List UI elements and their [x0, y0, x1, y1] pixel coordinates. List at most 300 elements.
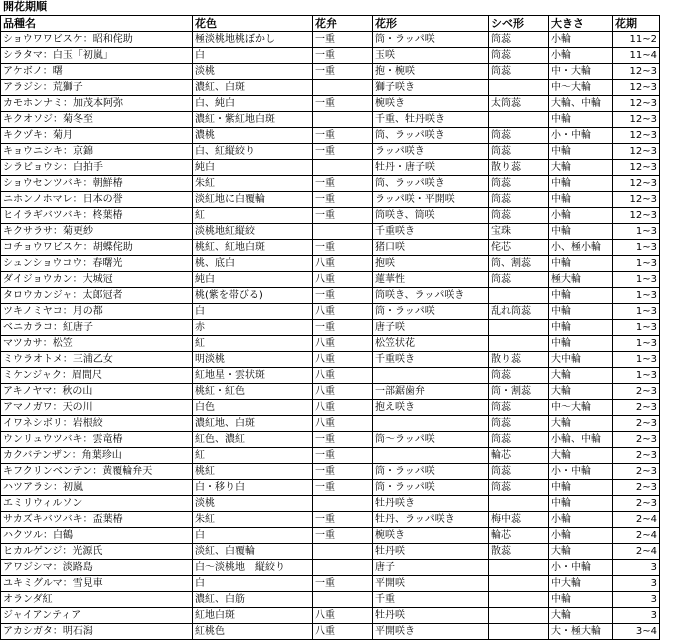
cell-bloom[interactable]: 1~3 [613, 320, 660, 336]
header-cell[interactable]: 花形 [373, 16, 489, 32]
cell-stamen[interactable]: 乱れ筒蕊 [489, 304, 549, 320]
cell-color[interactable]: 濃紅、白斑 [193, 80, 313, 96]
cell-stamen[interactable] [489, 80, 549, 96]
cell-size[interactable]: 大輪 [549, 160, 613, 176]
cell-bloom[interactable]: 2~4 [613, 512, 660, 528]
cell-petal[interactable]: 一重 [313, 96, 373, 112]
cell-form[interactable]: 平開咲き [373, 624, 489, 640]
table-row [1, 544, 660, 560]
cell-stamen[interactable]: 筒蕊 [489, 64, 549, 80]
cell-form[interactable]: 抱え咲き [373, 400, 489, 416]
cell-petal[interactable] [313, 80, 373, 96]
table-row [1, 64, 660, 80]
cell-color[interactable]: 桃紅 [193, 464, 313, 480]
cell-bloom[interactable]: 12~3 [613, 144, 660, 160]
cell-stamen[interactable] [489, 592, 549, 608]
cell-bloom[interactable]: 2~3 [613, 432, 660, 448]
cell-stamen[interactable]: 筒蕊 [489, 144, 549, 160]
cell-bloom[interactable]: 1~3 [613, 336, 660, 352]
cell-size[interactable]: 小輪、中輪 [549, 432, 613, 448]
cell-size[interactable]: 小輪 [549, 48, 613, 64]
cell-petal[interactable]: 八重 [313, 256, 373, 272]
cell-form[interactable]: 抱・椀咲 [373, 64, 489, 80]
table-row [1, 464, 660, 480]
cell-variety[interactable]: キョウニシキ：京錦 [1, 144, 193, 160]
table-row [1, 144, 660, 160]
cell-petal[interactable]: 一重 [313, 480, 373, 496]
cell-form[interactable]: 筒咲き、筒咲 [373, 208, 489, 224]
cell-size[interactable]: 大輪 [549, 608, 613, 624]
table-row [1, 80, 660, 96]
cell-stamen[interactable]: 筒蕊 [489, 128, 549, 144]
cell-variety[interactable]: マツカサ：松笠 [1, 336, 193, 352]
cell-stamen[interactable]: 散蕊 [489, 544, 549, 560]
cell-petal[interactable]: 一重 [313, 512, 373, 528]
cell-size[interactable]: 中輪 [549, 176, 613, 192]
cell-size[interactable]: 中輪 [549, 592, 613, 608]
cell-variety[interactable]: シラタマ：白玉「初嵐」 [1, 48, 193, 64]
cell-form[interactable] [373, 368, 489, 384]
cell-size[interactable]: 小、極小輪 [549, 240, 613, 256]
cell-color[interactable]: 明淡桃 [193, 352, 313, 368]
table-row [1, 416, 660, 432]
cell-variety[interactable]: ウンリュウツバキ：雲竜椿 [1, 432, 193, 448]
cell-stamen[interactable]: 筒蕊 [489, 368, 549, 384]
cell-variety[interactable]: アワジシマ：淡路島 [1, 560, 193, 576]
cell-stamen[interactable]: 散り蕊 [489, 160, 549, 176]
cell-stamen[interactable]: 筒蕊 [489, 192, 549, 208]
cell-color[interactable]: 朱紅 [193, 176, 313, 192]
bloom-table [0, 15, 660, 640]
table-row [1, 496, 660, 512]
cell-bloom[interactable]: 1~3 [613, 288, 660, 304]
cell-color[interactable]: 桃紅、紅地白斑 [193, 240, 313, 256]
cell-form[interactable]: 牡丹咲 [373, 608, 489, 624]
cell-form[interactable]: 筒～ラッパ咲 [373, 432, 489, 448]
cell-color[interactable]: 紅 [193, 336, 313, 352]
cell-bloom[interactable]: 12~3 [613, 96, 660, 112]
cell-form[interactable]: ラッパ咲・平開咲 [373, 192, 489, 208]
cell-form[interactable]: 筒、ラッパ咲き [373, 128, 489, 144]
cell-size[interactable]: 大輪、中輪 [549, 96, 613, 112]
cell-stamen[interactable] [489, 112, 549, 128]
cell-stamen[interactable]: 筒蕊 [489, 416, 549, 432]
cell-petal[interactable]: 一重 [313, 432, 373, 448]
cell-variety[interactable]: ジャイアンティア [1, 608, 193, 624]
cell-variety[interactable]: アマノガワ：天の川 [1, 400, 193, 416]
cell-form[interactable]: 牡丹、ラッパ咲き [373, 512, 489, 528]
table-row [1, 96, 660, 112]
cell-petal[interactable] [313, 112, 373, 128]
cell-stamen[interactable]: 輪芯 [489, 528, 549, 544]
cell-stamen[interactable]: 筒蕊 [489, 272, 549, 288]
cell-color[interactable]: 白 [193, 304, 313, 320]
cell-size[interactable]: 中輪 [549, 256, 613, 272]
cell-size[interactable]: 中大輪 [549, 576, 613, 592]
cell-bloom[interactable]: 2~3 [613, 464, 660, 480]
cell-size[interactable]: 極大輪 [549, 272, 613, 288]
table-row [1, 224, 660, 240]
cell-bloom[interactable]: 2~3 [613, 448, 660, 464]
cell-color[interactable]: 濃紅地、白斑 [193, 416, 313, 432]
table-row [1, 448, 660, 464]
cell-petal[interactable]: 一重 [313, 176, 373, 192]
cell-size[interactable]: 中輪 [549, 480, 613, 496]
cell-variety[interactable]: タロウカンジャ：太郎冠者 [1, 288, 193, 304]
header-cell[interactable]: 花弁 [313, 16, 373, 32]
cell-stamen[interactable] [489, 608, 549, 624]
cell-color[interactable]: 白色 [193, 400, 313, 416]
cell-stamen[interactable] [489, 560, 549, 576]
cell-color[interactable]: 白 [193, 528, 313, 544]
cell-form[interactable]: 唐子咲 [373, 320, 489, 336]
cell-petal[interactable]: 八重 [313, 384, 373, 400]
cell-variety[interactable]: キフクリンベンテン：黄覆輪弁天 [1, 464, 193, 480]
cell-petal[interactable]: 一重 [313, 240, 373, 256]
cell-bloom[interactable]: 2~3 [613, 496, 660, 512]
cell-color[interactable]: 白 [193, 48, 313, 64]
cell-petal[interactable] [313, 224, 373, 240]
cell-stamen[interactable]: 筒蕊 [489, 432, 549, 448]
cell-stamen[interactable]: 筒蕊 [489, 400, 549, 416]
cell-petal[interactable]: 八重 [313, 624, 373, 640]
cell-variety[interactable]: カクバテンザン：角葉珍山 [1, 448, 193, 464]
header-cell[interactable]: 大きさ [549, 16, 613, 32]
cell-form[interactable]: 蓮華性 [373, 272, 489, 288]
cell-bloom[interactable]: 1~3 [613, 256, 660, 272]
cell-petal[interactable]: 一重 [313, 528, 373, 544]
cell-color[interactable]: 紅地星・雲状斑 [193, 368, 313, 384]
cell-color[interactable]: 淡桃地紅縦絞 [193, 224, 313, 240]
cell-color[interactable]: 白・移り白 [193, 480, 313, 496]
cell-stamen[interactable] [489, 288, 549, 304]
cell-color[interactable]: 朱紅 [193, 512, 313, 528]
cell-variety[interactable]: シラビョウシ：白拍手 [1, 160, 193, 176]
cell-variety[interactable]: アラジシ：荒獅子 [1, 80, 193, 96]
cell-petal[interactable]: 八重 [313, 608, 373, 624]
table-row [1, 272, 660, 288]
cell-stamen[interactable] [489, 496, 549, 512]
cell-petal[interactable]: 八重 [313, 416, 373, 432]
cell-form[interactable]: 玉咲 [373, 48, 489, 64]
cell-size[interactable]: 大輪 [549, 448, 613, 464]
cell-petal[interactable]: 一重 [313, 464, 373, 480]
cell-variety[interactable]: ミウラオトメ：三浦乙女 [1, 352, 193, 368]
cell-bloom[interactable]: 12~3 [613, 128, 660, 144]
cell-color[interactable]: 白、純白 [193, 96, 313, 112]
cell-petal[interactable]: 一重 [313, 192, 373, 208]
cell-size[interactable]: 中輪 [549, 304, 613, 320]
cell-variety[interactable]: ニホンノホマレ：日本の誉 [1, 192, 193, 208]
cell-form[interactable]: 筒、ラッパ咲き [373, 176, 489, 192]
cell-bloom[interactable]: 2~3 [613, 480, 660, 496]
cell-form[interactable]: 千重、牡丹咲き [373, 112, 489, 128]
cell-color[interactable]: 淡桃 [193, 496, 313, 512]
cell-size[interactable]: 小輪 [549, 32, 613, 48]
cell-petal[interactable] [313, 160, 373, 176]
cell-variety[interactable]: コチョウワビスケ：胡蝶侘助 [1, 240, 193, 256]
cell-stamen[interactable]: 筒蕊 [489, 32, 549, 48]
cell-bloom[interactable]: 11~2 [613, 32, 660, 48]
cell-petal[interactable]: 八重 [313, 352, 373, 368]
table-row [1, 256, 660, 272]
cell-color[interactable]: 紅色、濃紅 [193, 432, 313, 448]
cell-size[interactable]: 中輪 [549, 144, 613, 160]
cell-size[interactable]: 小・中輪 [549, 128, 613, 144]
cell-size[interactable]: 大輪 [549, 544, 613, 560]
cell-petal[interactable] [313, 560, 373, 576]
cell-petal[interactable]: 一重 [313, 576, 373, 592]
cell-size[interactable]: 中輪 [549, 336, 613, 352]
cell-form[interactable]: 平開咲 [373, 576, 489, 592]
cell-stamen[interactable]: 梅中蕊 [489, 512, 549, 528]
cell-form[interactable]: 千重咲き [373, 352, 489, 368]
cell-color[interactable]: 紅 [193, 448, 313, 464]
cell-form[interactable]: 松笠状花 [373, 336, 489, 352]
cell-petal[interactable]: 八重 [313, 272, 373, 288]
cell-petal[interactable]: 一重 [313, 320, 373, 336]
table-row [1, 560, 660, 576]
cell-stamen[interactable]: 筒蕊 [489, 480, 549, 496]
cell-bloom[interactable]: 1~3 [613, 240, 660, 256]
cell-bloom[interactable]: 11~4 [613, 48, 660, 64]
cell-form[interactable]: 筒・ラッパ咲 [373, 304, 489, 320]
cell-color[interactable]: 淡紅地に白覆輪 [193, 192, 313, 208]
cell-petal[interactable]: 一重 [313, 448, 373, 464]
header-cell[interactable]: 品種名 [1, 16, 193, 32]
cell-bloom[interactable]: 2~4 [613, 528, 660, 544]
cell-variety[interactable]: ショウセンツバキ：朝鮮椿 [1, 176, 193, 192]
cell-form[interactable]: 筒・ラッパ咲 [373, 464, 489, 480]
cell-color[interactable]: 白、紅縦絞り [193, 144, 313, 160]
cell-variety[interactable]: ダイジョウカン：大城冠 [1, 272, 193, 288]
cell-bloom[interactable]: 12~3 [613, 112, 660, 128]
cell-variety[interactable]: ヒカルゲンジ：光源氏 [1, 544, 193, 560]
cell-size[interactable]: 中～大輪 [549, 400, 613, 416]
cell-petal[interactable]: 一重 [313, 64, 373, 80]
cell-color[interactable]: 濃紅、白筋 [193, 592, 313, 608]
cell-form[interactable]: 猪口咲 [373, 240, 489, 256]
cell-color[interactable]: 淡桃 [193, 64, 313, 80]
cell-form[interactable]: 唐子 [373, 560, 489, 576]
cell-stamen[interactable]: 筒蕊 [489, 48, 549, 64]
header-cell[interactable]: 花色 [193, 16, 313, 32]
cell-size[interactable]: 大輪 [549, 384, 613, 400]
cell-size[interactable]: 大・極大輪 [549, 624, 613, 640]
cell-form[interactable]: 筒・ラッパ咲 [373, 480, 489, 496]
cell-variety[interactable]: ツキノミヤコ：月の都 [1, 304, 193, 320]
cell-color[interactable]: 紅地白斑 [193, 608, 313, 624]
cell-bloom[interactable]: 12~3 [613, 192, 660, 208]
cell-form[interactable] [373, 416, 489, 432]
cell-color[interactable]: 紅 [193, 208, 313, 224]
header-cell[interactable]: シベ形 [489, 16, 549, 32]
cell-form[interactable]: 筒咲き、ラッパ咲き [373, 288, 489, 304]
cell-petal[interactable]: 八重 [313, 304, 373, 320]
cell-size[interactable]: 中輪 [549, 224, 613, 240]
table-row [1, 48, 660, 64]
cell-size[interactable]: 中・大輪 [549, 64, 613, 80]
cell-bloom[interactable]: 1~3 [613, 368, 660, 384]
cell-form[interactable]: 椀咲き [373, 528, 489, 544]
cell-size[interactable]: 中輪 [549, 496, 613, 512]
table-row [1, 432, 660, 448]
cell-petal[interactable]: 一重 [313, 32, 373, 48]
cell-color[interactable]: 純白 [193, 160, 313, 176]
table-row [1, 160, 660, 176]
cell-variety[interactable]: エミリウィルソン [1, 496, 193, 512]
header-cell[interactable]: 花期 [613, 16, 660, 32]
cell-variety[interactable]: ショウワワビスケ：昭和侘助 [1, 32, 193, 48]
cell-bloom[interactable]: 2~4 [613, 544, 660, 560]
cell-bloom[interactable]: 12~3 [613, 80, 660, 96]
cell-petal[interactable]: 一重 [313, 288, 373, 304]
cell-stamen[interactable]: 筒、割蕊 [489, 256, 549, 272]
cell-bloom[interactable]: 1~3 [613, 272, 660, 288]
cell-stamen[interactable]: 筒蕊 [489, 208, 549, 224]
cell-petal[interactable]: 一重 [313, 48, 373, 64]
cell-petal[interactable]: 一重 [313, 208, 373, 224]
cell-bloom[interactable]: 3 [613, 560, 660, 576]
cell-variety[interactable]: シュンショウコウ：春曙光 [1, 256, 193, 272]
cell-petal[interactable]: 八重 [313, 368, 373, 384]
cell-form[interactable]: 牡丹咲 [373, 544, 489, 560]
cell-form[interactable]: 牡丹・唐子咲 [373, 160, 489, 176]
cell-bloom[interactable]: 12~3 [613, 64, 660, 80]
cell-form[interactable]: 筒・ラッパ咲 [373, 32, 489, 48]
cell-form[interactable]: 椀咲き [373, 96, 489, 112]
cell-color[interactable]: 濃桃 [193, 128, 313, 144]
cell-form[interactable]: 獅子咲き [373, 80, 489, 96]
cell-petal[interactable] [313, 496, 373, 512]
table-row [1, 368, 660, 384]
cell-variety[interactable]: ベニカラコ：紅唐子 [1, 320, 193, 336]
cell-color[interactable]: 純白 [193, 272, 313, 288]
cell-size[interactable]: 小・中輪 [549, 464, 613, 480]
cell-stamen[interactable] [489, 320, 549, 336]
cell-form[interactable]: 一部鋸歯弁 [373, 384, 489, 400]
cell-stamen[interactable]: 筒・割蕊 [489, 384, 549, 400]
table-row [1, 320, 660, 336]
cell-petal[interactable]: 八重 [313, 336, 373, 352]
cell-bloom[interactable]: 12~3 [613, 176, 660, 192]
cell-variety[interactable]: ユキミグルマ：雪見車 [1, 576, 193, 592]
cell-variety[interactable]: オランダ紅 [1, 592, 193, 608]
cell-size[interactable]: 大輪 [549, 368, 613, 384]
cell-variety[interactable]: カモホンナミ：加茂本阿弥 [1, 96, 193, 112]
cell-form[interactable]: 抱咲 [373, 256, 489, 272]
cell-size[interactable]: 中輪 [549, 112, 613, 128]
cell-size[interactable]: 小輪 [549, 208, 613, 224]
cell-stamen[interactable] [489, 624, 549, 640]
cell-variety[interactable]: サカズキバツバキ：盃葉椿 [1, 512, 193, 528]
cell-petal[interactable] [313, 544, 373, 560]
cell-stamen[interactable]: 侘芯 [489, 240, 549, 256]
cell-color[interactable]: 白 [193, 576, 313, 592]
cell-variety[interactable]: アキノヤマ：秋の山 [1, 384, 193, 400]
cell-variety[interactable]: キクサラサ：菊更紗 [1, 224, 193, 240]
cell-bloom[interactable]: 3 [613, 592, 660, 608]
cell-stamen[interactable] [489, 336, 549, 352]
cell-bloom[interactable]: 3~4 [613, 624, 660, 640]
cell-bloom[interactable]: 3 [613, 576, 660, 592]
cell-variety[interactable]: ハクツル：白鶴 [1, 528, 193, 544]
cell-color[interactable]: 紅桃色 [193, 624, 313, 640]
cell-size[interactable]: 大中輪 [549, 352, 613, 368]
cell-variety[interactable]: イワネシボリ：岩根絞 [1, 416, 193, 432]
cell-color[interactable]: 淡紅、白覆輪 [193, 544, 313, 560]
table-row [1, 288, 660, 304]
table-row [1, 192, 660, 208]
cell-size[interactable]: 中～大輪 [549, 80, 613, 96]
sheet-title: 開花期順 [3, 0, 47, 13]
cell-bloom[interactable]: 2~3 [613, 384, 660, 400]
cell-form[interactable]: 千重咲き [373, 224, 489, 240]
table-row [1, 176, 660, 192]
cell-stamen[interactable]: 筒蕊 [489, 176, 549, 192]
cell-size[interactable]: 大輪 [549, 416, 613, 432]
cell-variety[interactable]: ヒイラギバツバキ：柊葉椿 [1, 208, 193, 224]
cell-bloom[interactable]: 3 [613, 608, 660, 624]
cell-bloom[interactable]: 12~3 [613, 208, 660, 224]
cell-color[interactable]: 極淡桃地桃ぼかし [193, 32, 313, 48]
cell-stamen[interactable] [489, 576, 549, 592]
cell-variety[interactable]: ミケンジャク：眉間尺 [1, 368, 193, 384]
cell-form[interactable]: 牡丹咲き [373, 496, 489, 512]
cell-size[interactable]: 中輪 [549, 288, 613, 304]
cell-petal[interactable]: 一重 [313, 144, 373, 160]
cell-size[interactable]: 中輪 [549, 192, 613, 208]
cell-form[interactable] [373, 448, 489, 464]
cell-stamen[interactable]: 太筒蕊 [489, 96, 549, 112]
cell-size[interactable]: 小輪 [549, 512, 613, 528]
cell-size[interactable]: 小輪 [549, 528, 613, 544]
cell-petal[interactable] [313, 592, 373, 608]
cell-stamen[interactable]: 宝珠 [489, 224, 549, 240]
cell-variety[interactable]: キクヅキ：菊月 [1, 128, 193, 144]
cell-bloom[interactable]: 2~3 [613, 416, 660, 432]
cell-size[interactable]: 中輪 [549, 320, 613, 336]
table-row [1, 624, 660, 640]
cell-variety[interactable]: キクオソジ：菊冬至 [1, 112, 193, 128]
cell-bloom[interactable]: 1~3 [613, 304, 660, 320]
cell-petal[interactable]: 八重 [313, 400, 373, 416]
cell-variety[interactable]: アケボノ：曙 [1, 64, 193, 80]
cell-color[interactable]: 桃(紫を帯びる) [193, 288, 313, 304]
cell-color[interactable]: 桃、底白 [193, 256, 313, 272]
cell-bloom[interactable]: 1~3 [613, 224, 660, 240]
cell-color[interactable]: 白～淡桃地 縦絞り [193, 560, 313, 576]
cell-bloom[interactable]: 12~3 [613, 160, 660, 176]
cell-color[interactable]: 桃紅・紅色 [193, 384, 313, 400]
table-row [1, 592, 660, 608]
cell-color[interactable]: 赤 [193, 320, 313, 336]
table-row [1, 576, 660, 592]
cell-petal[interactable]: 一重 [313, 128, 373, 144]
cell-stamen[interactable]: 散り蕊 [489, 352, 549, 368]
cell-variety[interactable]: アカシガタ：明石潟 [1, 624, 193, 640]
cell-bloom[interactable]: 2~3 [613, 400, 660, 416]
cell-stamen[interactable]: 輪芯 [489, 448, 549, 464]
cell-color[interactable]: 濃紅・紫紅地白斑 [193, 112, 313, 128]
header-row [1, 16, 660, 32]
cell-size[interactable]: 小・中輪 [549, 560, 613, 576]
cell-form[interactable]: ラッパ咲き [373, 144, 489, 160]
cell-bloom[interactable]: 1~3 [613, 352, 660, 368]
cell-form[interactable]: 千重 [373, 592, 489, 608]
cell-stamen[interactable]: 筒蕊 [489, 464, 549, 480]
cell-variety[interactable]: ハツアラシ：初嵐 [1, 480, 193, 496]
